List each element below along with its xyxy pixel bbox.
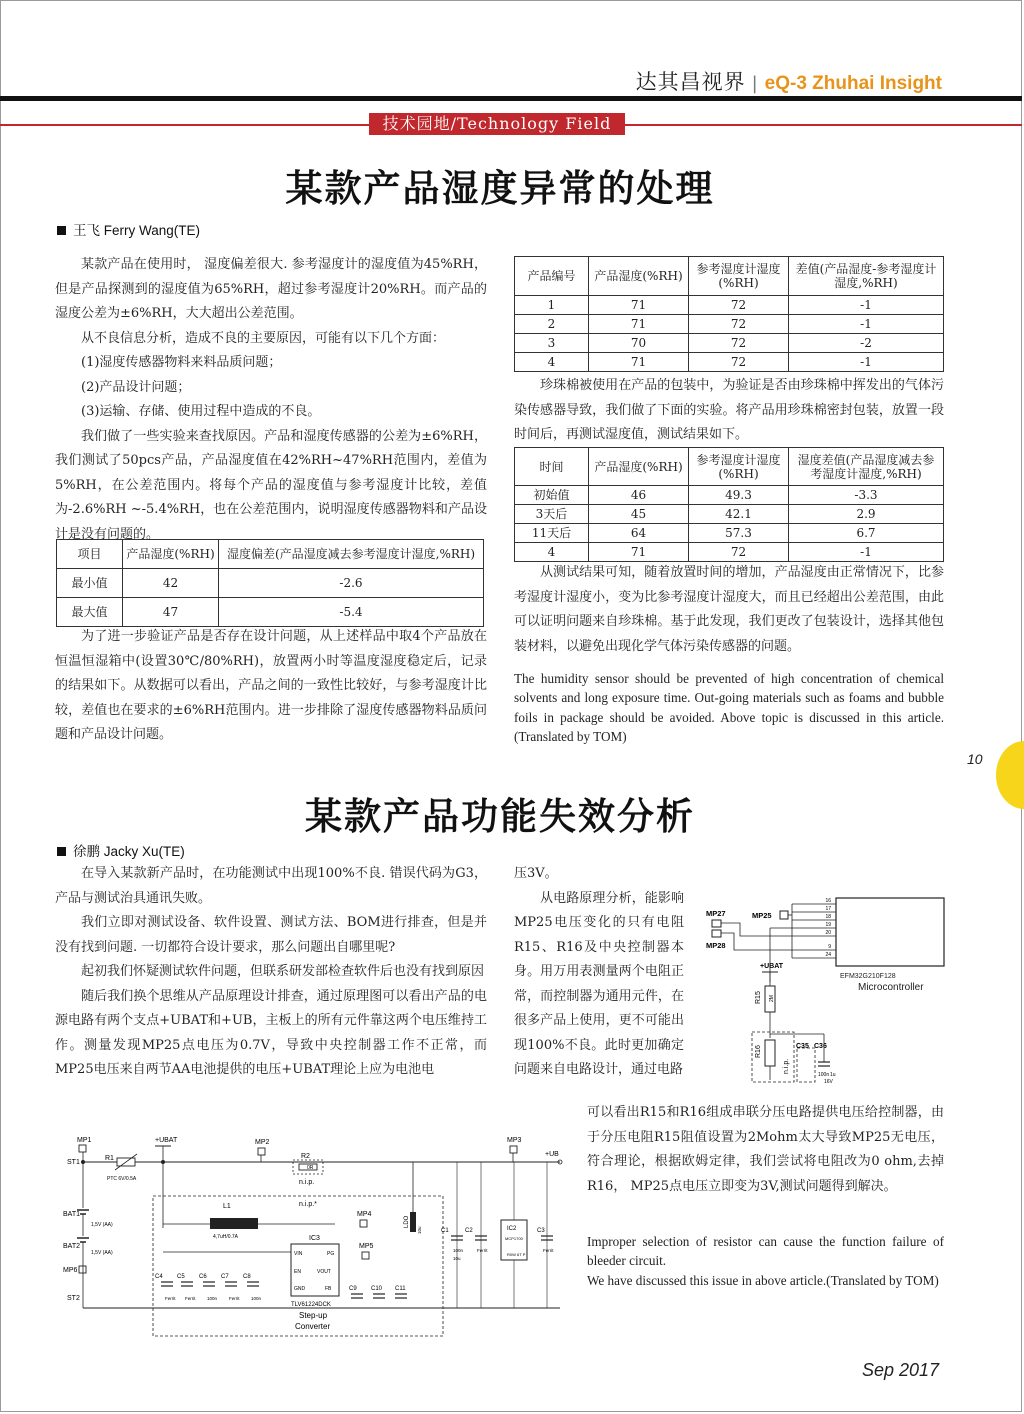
table-cell: -1	[789, 315, 944, 334]
label-mp25: MP25	[752, 911, 772, 920]
table-row	[515, 315, 944, 334]
table-cell: -1	[789, 353, 944, 372]
table-cell: 4	[515, 353, 589, 372]
table-header: 项目	[57, 540, 123, 569]
article2-english-summary	[587, 1232, 944, 1290]
label-cap-value: 100n	[251, 1296, 262, 1301]
article1-left-text	[55, 253, 487, 547]
table-header: 参考湿度计湿度(%RH)	[689, 257, 789, 296]
table-row	[515, 524, 944, 543]
label-r2-value: 0R	[307, 1165, 314, 1171]
label-ubat: +UBAT	[155, 1137, 178, 1144]
paragraph: 在导入某款新产品时，在功能测试中出现100%不良. 错误代码为G3，产品与测试治具通讯失败。	[55, 866, 487, 906]
label-r1-value: PTC 6V/0.5A	[107, 1176, 137, 1182]
label-mp27: MP27	[706, 909, 726, 918]
pin-pg: PG	[327, 1251, 335, 1257]
table-cell: 71	[589, 543, 689, 562]
label-c-value: 100n	[818, 1072, 830, 1078]
label-r15: R15	[755, 991, 762, 1004]
table-cell: 3天后	[515, 505, 589, 524]
label-bat-voltage: 1,5V (AA)	[91, 1250, 113, 1256]
label-mp4: MP4	[357, 1211, 372, 1218]
label-converter: Converter	[295, 1322, 331, 1331]
table-header: 湿度偏差(产品湿度减去参考湿度计湿度,%RH)	[219, 540, 484, 569]
section-banner	[0, 113, 1022, 135]
label-mp1: MP1	[77, 1137, 92, 1144]
label-cap-value: Ferrit	[229, 1296, 240, 1301]
table-cell: 72	[689, 296, 789, 315]
label-c-voltage: 16V	[824, 1079, 833, 1085]
label-bat-voltage: 1,5V (AA)	[91, 1222, 113, 1228]
table-cell: 64	[589, 524, 689, 543]
label-c36: C36	[814, 1043, 827, 1050]
section-label: 技术园地/Technology Field	[369, 113, 625, 135]
pin-gnd: GND	[294, 1286, 306, 1292]
table-cell: 初始值	[515, 486, 589, 505]
article1-english-summary: The humidity sensor should be prevented of high concentration of chemical solvents and long exposure time. Out-going materials such as foams and bubble foils in package should be avoided. Above topic is discussed in this article. (Translated by TOM)	[514, 671, 944, 744]
label-c7: C7	[221, 1274, 229, 1280]
label-mp6: MP6	[63, 1267, 78, 1274]
label-c3: C3	[537, 1228, 545, 1234]
label-cap-value: Ferrit	[165, 1296, 176, 1301]
label-c1: C1	[441, 1228, 449, 1234]
label-cap-value: Ferrit	[543, 1248, 554, 1253]
pin-fb: FB	[325, 1286, 332, 1292]
paragraph: 压3V。	[514, 866, 558, 881]
table-header: 产品湿度(%RH)	[589, 257, 689, 296]
mcu-label: Microcontroller	[858, 982, 924, 993]
table-cell: 46	[589, 486, 689, 505]
pin-number: 9	[828, 944, 831, 950]
paragraph: 从电路原理分析，能影响MP25电压变化的只有电阻R15、R16及中央控制器本身。用万用表测量两个电阻正常，而控制器为通用元件，在很多产品上使用，更不可能出现100%不良。此时更加确定问题来自电路设计，通过电路	[514, 890, 684, 1077]
table-cell: 最小值	[57, 569, 123, 598]
paragraph: 某款产品在使用时， 湿度偏差很大. 参考湿度计的湿度值为45%RH，但是产品探测到的湿度值为65%RH，超过参考湿度计20%RH。而产品的湿度公差为±6%RH，大大超出公差范围。	[55, 257, 487, 321]
page-number: 10	[967, 751, 983, 767]
table-cell: 49.3	[689, 486, 789, 505]
article2-middle-text	[514, 862, 684, 1083]
label-nip-star: n.i.p.*	[299, 1201, 317, 1208]
table-header: 产品编号	[515, 257, 589, 296]
pin-number: 16	[825, 898, 831, 904]
label-bat1: BAT1	[63, 1211, 80, 1218]
label-cap-value: 100n	[453, 1248, 464, 1253]
table-cell: 72	[689, 315, 789, 334]
schematic-microcontroller	[700, 890, 950, 1090]
label-l3: LDO	[404, 1215, 410, 1228]
label-ic2: IC2	[507, 1226, 517, 1232]
pin-number: 24	[825, 952, 831, 958]
label-l1-value: 4,7uH/0.7A	[213, 1234, 239, 1240]
label-c35: C35	[796, 1043, 809, 1050]
label-c5: C5	[177, 1274, 185, 1280]
article1-title: 某款产品湿度异常的处理	[285, 166, 715, 210]
english-line: We have discussed this issue in above article.(Translated by TOM)	[587, 1272, 939, 1288]
label-bat2: BAT2	[63, 1243, 80, 1250]
label-stepup: Step-up	[299, 1311, 328, 1320]
label-ubat: +UBAT	[760, 963, 784, 970]
table-cell: 57.3	[689, 524, 789, 543]
table-row	[515, 543, 944, 562]
label-c4: C4	[155, 1274, 163, 1280]
table-cell: 4	[515, 543, 589, 562]
table-cell: -2	[789, 334, 944, 353]
table-row	[57, 569, 484, 598]
table-row	[57, 598, 484, 627]
brand-separator: |	[751, 73, 759, 94]
list-item: (3)运输、存储、使用过程中造成的不良。	[81, 404, 321, 419]
label-st1: ST1	[67, 1159, 80, 1166]
issue-date: Sep 2017	[862, 1360, 940, 1380]
label-cap-value: Ferrit	[185, 1296, 196, 1301]
brand-cn: 达其昌视界	[635, 70, 746, 94]
table-cell: -3.3	[789, 486, 944, 505]
pin-number: 19	[825, 922, 831, 928]
table-header: 时间	[515, 448, 589, 486]
list-item: (1)湿度传感器物料来料品质问题；	[81, 355, 282, 370]
paragraph: 随后我们换个思维从产品原理设计排查，通过原理图可以看出产品的电源电路有两个支点+UBAT和+UB，主板上的所有元件靠这两个电压维持工作。测量发现MP25点电压为0.7V，导致中央控制器工作不正常，而MP25电压来自两节AA电池提供的电压+UBAT理论上应为电池电	[55, 988, 487, 1077]
table-row	[515, 353, 944, 372]
paragraph: 从测试结果可知，随着放置时间的增加，产品湿度由正常情况下，比参考湿度计湿度小，变为比参考湿度计湿度大，而且已经超出公差范围，由此可以证明问题来自珍珠棉。基于此发现，我们更改了包装设计，选择其他包装材料，以避免出现化学气体污染传感器的问题。	[514, 565, 944, 654]
article1-left-text-2	[55, 625, 487, 748]
article1-byline	[57, 219, 200, 239]
pin-number: 17	[825, 906, 831, 912]
label-nip: n.i.p.	[783, 1058, 790, 1074]
label-c11: C11	[395, 1286, 406, 1292]
table-cell: 42.1	[689, 505, 789, 524]
label-st2: ST2	[67, 1295, 80, 1302]
paragraph: 可以看出R15和R16组成串联分压电路提供电压给控制器，由于分压电阻R15阻值设置为2Mohm太大导致MP25无电压，符合理论，根据欧姆定律，我们尝试将电阻改为0 ohm,去掉R16， MP25点电压立即变为3V,测试问题得到解决。	[587, 1105, 944, 1194]
table-cell: 72	[689, 543, 789, 562]
label-mp5: MP5	[359, 1243, 374, 1250]
label-r1: R1	[105, 1155, 114, 1162]
table-cell: 11天后	[515, 524, 589, 543]
pin-number: 20	[825, 930, 831, 936]
table-row	[515, 486, 944, 505]
paragraph: 为了进一步验证产品是否存在设计问题，从上述样品中取4个产品放在恒温恒湿箱中(设置30℃/80%RH)，放置两小时等温度湿度稳定后，记录的结果如下。从数据可以看出，产品之间的一致性比较好，与参考湿度计比较，差值也在要求的±6%RH范围内。进一步排除了湿度传感器物料品质问题和产品设计问题。	[55, 629, 487, 742]
article2-left-text	[55, 862, 487, 1083]
label-mp28: MP28	[706, 941, 726, 950]
table-cell: 45	[589, 505, 689, 524]
brand-header	[636, 66, 942, 96]
article2-author: 徐鹏 Jacky Xu(TE)	[73, 844, 185, 859]
mcu-part-label: EFM32G210F128	[840, 973, 896, 980]
pin-number: 18	[825, 914, 831, 920]
article2-title: 某款产品功能失效分析	[305, 794, 695, 838]
table-cell: 72	[689, 334, 789, 353]
table-header: 产品湿度(%RH)	[123, 540, 219, 569]
table-cell: 2	[515, 315, 589, 334]
pin-en: EN	[294, 1269, 301, 1275]
microcontroller-box	[836, 898, 944, 966]
article2-byline	[57, 840, 185, 860]
label-r16: R16	[755, 1045, 762, 1058]
table-header: 参考湿度计湿度(%RH)	[689, 448, 789, 486]
schematic-power-circuit	[55, 1132, 575, 1337]
table-cell: -1	[789, 543, 944, 562]
paragraph: 我们做了一些实验来查找原因。产品和湿度传感器的公差为±6%RH，我们测试了50pcs产品，产品湿度值在42%RH~47%RH范围内，差值为5%RH，在公差范围内。将每个产品的湿度值与参考湿度计比较，差值为-2.6%RH ~-5.4%RH，也在公差范围内，说明湿度传感器物料和产品设计是没有问题的。	[55, 428, 487, 542]
table-cell: 最大值	[57, 598, 123, 627]
label-ic3: IC3	[309, 1235, 320, 1242]
label-mp3: MP3	[507, 1137, 522, 1144]
table-cell: 72	[689, 353, 789, 372]
label-ic3-part: TLV61224DCK	[291, 1302, 331, 1308]
article1-right-text-2	[514, 561, 944, 659]
article2-right-text	[587, 1101, 944, 1199]
label-ic2-part: MCP1700	[505, 1236, 523, 1241]
label-c8: C8	[243, 1274, 251, 1280]
table-row	[515, 296, 944, 315]
label-r15-value: 2M	[769, 995, 775, 1002]
list-item: (2)产品设计问题；	[81, 379, 191, 395]
table-foam-test	[514, 447, 944, 562]
table-cell: -5.4	[219, 598, 484, 627]
table-cell: 1	[515, 296, 589, 315]
label-cap-value: 100n	[207, 1296, 218, 1301]
paragraph: 从不良信息分析，造成不良的主要原因，可能有以下几个方面：	[81, 330, 446, 346]
pin-vout: VOUT	[317, 1269, 331, 1275]
paragraph: 起初我们怀疑测试软件问题，但联系研发部检查软件后也没有找到原因	[81, 964, 485, 979]
table-header: 湿度差值(产品湿度减去参考湿度计湿度,%RH)	[789, 448, 944, 486]
table-product-humidity	[514, 256, 944, 372]
label-l1: L1	[223, 1203, 231, 1210]
table-cell: 71	[589, 353, 689, 372]
label-ferrit: 10u	[417, 1226, 422, 1234]
label-nip: n.i.p.	[299, 1179, 315, 1186]
article1-right-text	[514, 374, 944, 448]
pin-vin: VIN	[294, 1251, 303, 1257]
table-cell: 2.9	[789, 505, 944, 524]
paragraph: 我们立即对测试设备、软件设置、测试方法、BOM进行排查，但是并没有找到问题. 一切都符合设计要求，那么问题出自哪里呢?	[55, 915, 487, 955]
brand-en: eQ-3 Zhuhai Insight	[764, 73, 942, 94]
label-c2: C2	[465, 1228, 473, 1234]
table-cell: 71	[589, 296, 689, 315]
table-header: 产品湿度(%RH)	[589, 448, 689, 486]
table-cell: 70	[589, 334, 689, 353]
table-cell: 71	[589, 315, 689, 334]
table-cell: -1	[789, 296, 944, 315]
english-line: Improper selection of resistor can cause the function failure of bleeder circuit.	[587, 1234, 944, 1269]
header-rule	[0, 96, 1022, 101]
label-c9: C9	[349, 1286, 357, 1292]
label-ub: +UB	[545, 1151, 559, 1158]
paragraph: 珍珠棉被使用在产品的包装中，为验证是否由珍珠棉中挥发出的气体污染传感器导致，我们做了下面的实验。将产品用珍珠棉密封包装，放置一段时间后，再测试湿度值，测试结果如下。	[514, 378, 944, 442]
label-cap-voltage: 10u	[453, 1256, 461, 1261]
table-cell: 3	[515, 334, 589, 353]
table-row	[515, 505, 944, 524]
table-cell: 47	[123, 598, 219, 627]
article1-author: 王飞 Ferry Wang(TE)	[73, 223, 201, 238]
label-cap-value: Ferrit	[477, 1248, 488, 1253]
table-cell: -2.6	[219, 569, 484, 598]
label-c-value: 1u	[830, 1072, 836, 1078]
bullet-square-icon	[57, 847, 66, 856]
table-row	[515, 334, 944, 353]
table-cell: 42	[123, 569, 219, 598]
table-cell: 6.7	[789, 524, 944, 543]
bullet-square-icon	[57, 226, 66, 235]
label-c10: C10	[371, 1286, 383, 1292]
label-ldo: R0W 6T P	[507, 1252, 526, 1257]
table-header: 差值(产品湿度-参考湿度计湿度,%RH)	[789, 257, 944, 296]
table-humidity-deviation	[56, 539, 484, 627]
label-mp2: MP2	[255, 1139, 270, 1146]
label-r2: R2	[301, 1153, 310, 1160]
label-c6: C6	[199, 1274, 207, 1280]
